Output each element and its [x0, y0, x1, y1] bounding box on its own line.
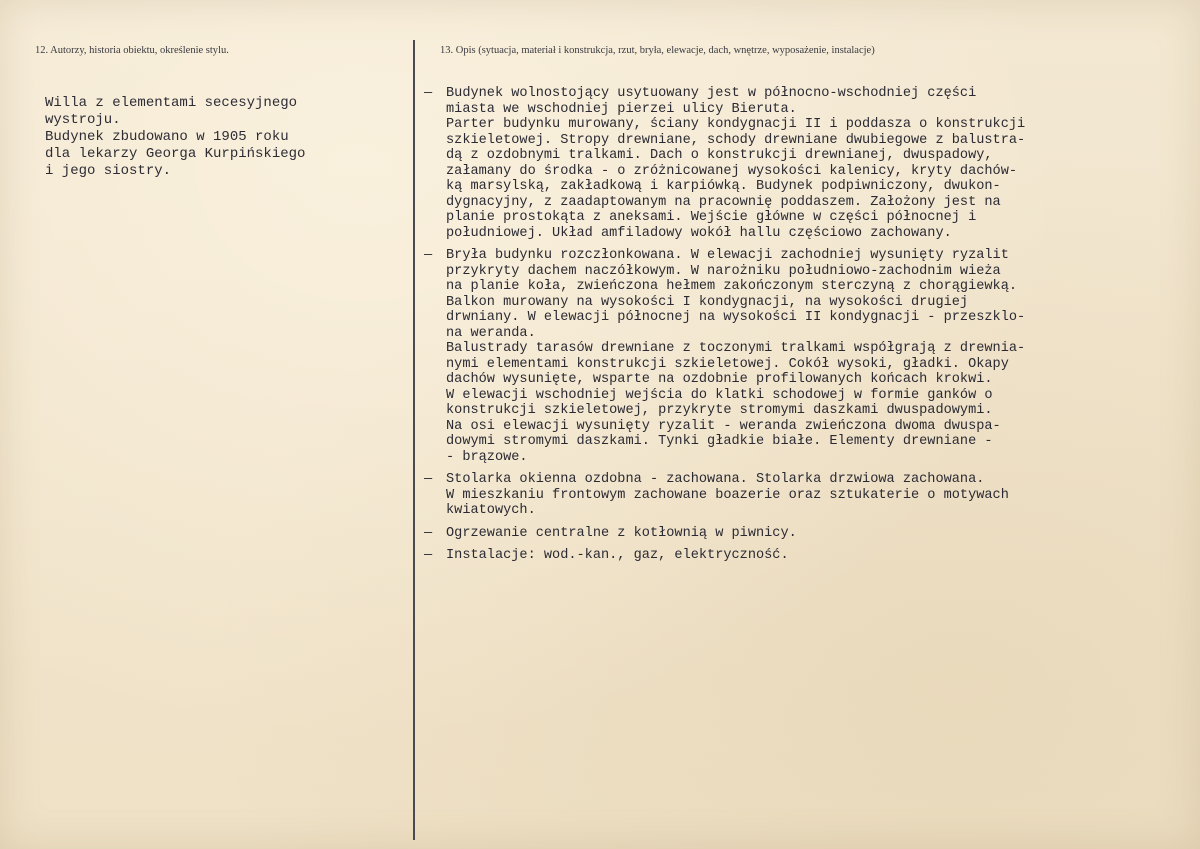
text-line: dla lekarzy Georga Kurpińskiego: [45, 146, 306, 162]
paragraph-joinery: [424, 471, 1184, 519]
text-line: dą z ozdobnymi tralkami. Dach o konstrukcji drewnianej, dwuspadowy,: [446, 148, 993, 163]
text-line: Budynek zbudowano w 1905 roku: [45, 129, 289, 145]
text-line: kwiatowych.: [446, 503, 536, 518]
column-divider: [413, 40, 415, 840]
paragraph-massing-elevations: [424, 247, 1184, 465]
paragraph-installations: [424, 547, 1184, 564]
text-line: — Stolarka okienna ozdobna - zachowana. Stolarka drzwiowa zachowana.: [424, 471, 1184, 488]
text-line: szkieletowej. Stropy drewniane, schody drewniane dwubiegowe z balustra-: [446, 132, 1026, 148]
section-13-header: 13. Opis (sytuacja, materiał i konstrukcja, rzut, bryła, elewacje, dach, wnętrze, wyposażenie, instalacje): [440, 45, 875, 56]
text-line: W mieszkaniu frontowym zachowane boazerie oraz sztukaterie o motywach: [446, 487, 1009, 503]
text-line: na weranda.: [446, 325, 536, 341]
section-13-content: [424, 85, 1184, 570]
text-line: Na osi elewacji wysunięty ryzalit - weranda zwieńczona dwoma dwuspa-: [446, 418, 1001, 434]
text-line: i jego siostry.: [45, 163, 172, 179]
text-line: nymi elementami konstrukcji szkieletowej. Cokół wysoki, gładki. Okapy: [446, 356, 1009, 372]
text-line: - brązowe.: [446, 449, 528, 465]
text-line: — Instalacje: wod.-kan., gaz, elektryczność.: [424, 547, 1184, 564]
text-line: wystroju.: [45, 112, 121, 128]
paragraph-heating: [424, 525, 1184, 542]
text-line: dowymi stromymi daszkami. Tynki gładkie białe. Elementy drewniane -: [446, 434, 993, 449]
text-line: planie prostokąta z aneksami. Wejście główne w części północnej i: [446, 210, 977, 225]
text-line: Parter budynku murowany, ściany kondygnacji II i poddasza o konstrukcji: [446, 117, 1026, 132]
text-line: — Bryła budynku rozczłonkowana. W elewacji zachodniej wysunięty ryzalit: [424, 247, 1184, 264]
text-line: miasta we wschodniej pierzei ulicy Bieruta.: [446, 101, 797, 117]
text-line: Balkon murowany na wysokości I kondygnacji, na wysokości drugiej: [446, 294, 969, 310]
section-12-header: 12. Autorzy, historia obiektu, określenie stylu.: [35, 45, 229, 56]
text-line: konstrukcji szkieletowej, przykryte stromymi daszkami dwuspadowymi.: [446, 403, 993, 418]
paragraph-location-construction: [424, 85, 1184, 241]
text-line: na planie koła, zwieńczona hełmem zakończonym sterczyną z chorągiewką.: [446, 279, 1018, 294]
text-line: drwniany. W elewacji północnej na wysokości II kondygnacji - przeszklo-: [446, 310, 1026, 325]
text-line: — Budynek wolnostojący usytuowany jest w północno-wschodniej części: [424, 85, 1184, 102]
text-line: dachów wysunięte, wsparte na ozdobnie profilowanych końcach krokwi.: [446, 372, 993, 387]
text-line: załamany do środka - o zróżnicowanej wysokości kalenicy, kryty dachów-: [446, 163, 1018, 179]
text-line: dygnacyjny, z zaadaptowanym na pracownię poddaszem. Założony jest na: [446, 194, 1001, 210]
section-12-content: [45, 95, 395, 180]
text-line: przykryty dachem naczółkowym. W narożniku południowo-zachodnim wieża: [446, 263, 1001, 279]
text-line: W elewacji wschodniej wejścia do klatki schodowej w formie ganków o: [446, 387, 993, 403]
text-line: ką marsylską, zakładkową i karpiówką. Budynek podpiwniczony, dwukon-: [446, 179, 1001, 194]
text-line: — Ogrzewanie centralne z kotłownią w piwnicy.: [424, 525, 1184, 542]
text-line: Willa z elementami secesyjnego: [45, 95, 298, 111]
text-line: południowej. Układ amfiladowy wokół hallu częściowo zachowany.: [446, 225, 952, 241]
text-line: Balustrady tarasów drewniane z toczonymi tralkami współgrają z drewnia-: [446, 341, 1026, 356]
